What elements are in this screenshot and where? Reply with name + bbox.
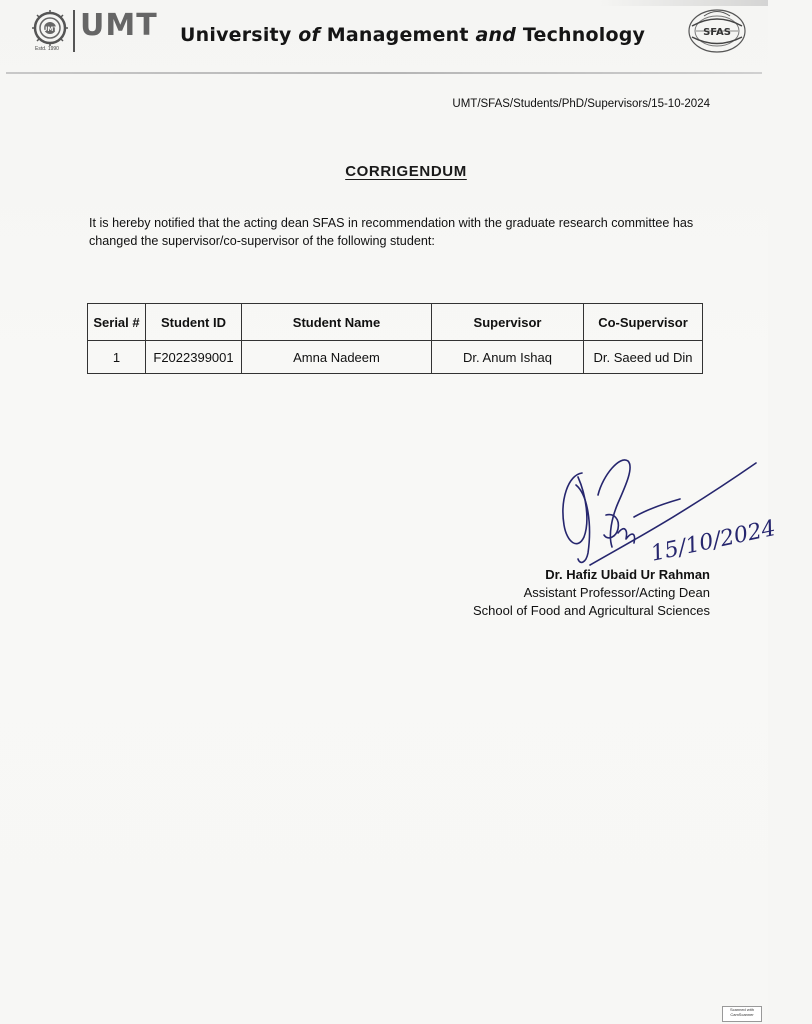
cell-serial: 1 — [88, 341, 146, 374]
document-title: CORRIGENDUM — [345, 163, 467, 180]
column-header-serial: Serial # — [88, 304, 146, 341]
table-row — [88, 341, 703, 374]
reference-number: UMT/SFAS/Students/PhD/Supervisors/15-10-2024 — [452, 98, 710, 110]
table-header-row — [88, 304, 703, 341]
signatory-block — [473, 566, 710, 620]
svg-text:UMT: UMT — [42, 26, 58, 33]
svg-text:15/10/2024: 15/10/2024 — [648, 515, 778, 567]
svg-text:SFAS: SFAS — [703, 27, 731, 38]
cell-student-id: F2022399001 — [146, 341, 242, 374]
signatory-name: Dr. Hafiz Ubaid Ur Rahman — [545, 567, 710, 582]
cell-student-name: Amna Nadeem — [242, 341, 432, 374]
sfas-logo-icon — [686, 4, 748, 56]
umt-established-label: Estd. 1990 — [35, 46, 59, 52]
cell-co-supervisor: Dr. Saeed ud Din — [584, 341, 703, 374]
university-name: University of Management and Technology — [180, 24, 646, 46]
cell-supervisor: Dr. Anum Ishaq — [432, 341, 584, 374]
logo-divider — [73, 10, 75, 52]
column-header-supervisor: Supervisor — [432, 304, 584, 341]
scanner-watermark: Scanned with CamScanner — [722, 1006, 762, 1022]
signatory-designation: Assistant Professor/Acting Dean — [523, 585, 710, 600]
column-header-student-id: Student ID — [146, 304, 242, 341]
header-divider-line — [6, 72, 762, 74]
column-header-student-name: Student Name — [242, 304, 432, 341]
notification-text: It is hereby notified that the acting dean SFAS in recommendation with the graduate research committee has changed the supervisor/co-supervisor of the following student: — [89, 216, 694, 248]
handwritten-signature — [548, 455, 778, 570]
umt-wordmark: UMT — [80, 8, 158, 43]
student-table — [87, 303, 703, 374]
column-header-co-supervisor: Co-Supervisor — [584, 304, 703, 341]
letterhead — [0, 0, 768, 78]
signatory-school: School of Food and Agricultural Sciences — [472, 603, 710, 618]
